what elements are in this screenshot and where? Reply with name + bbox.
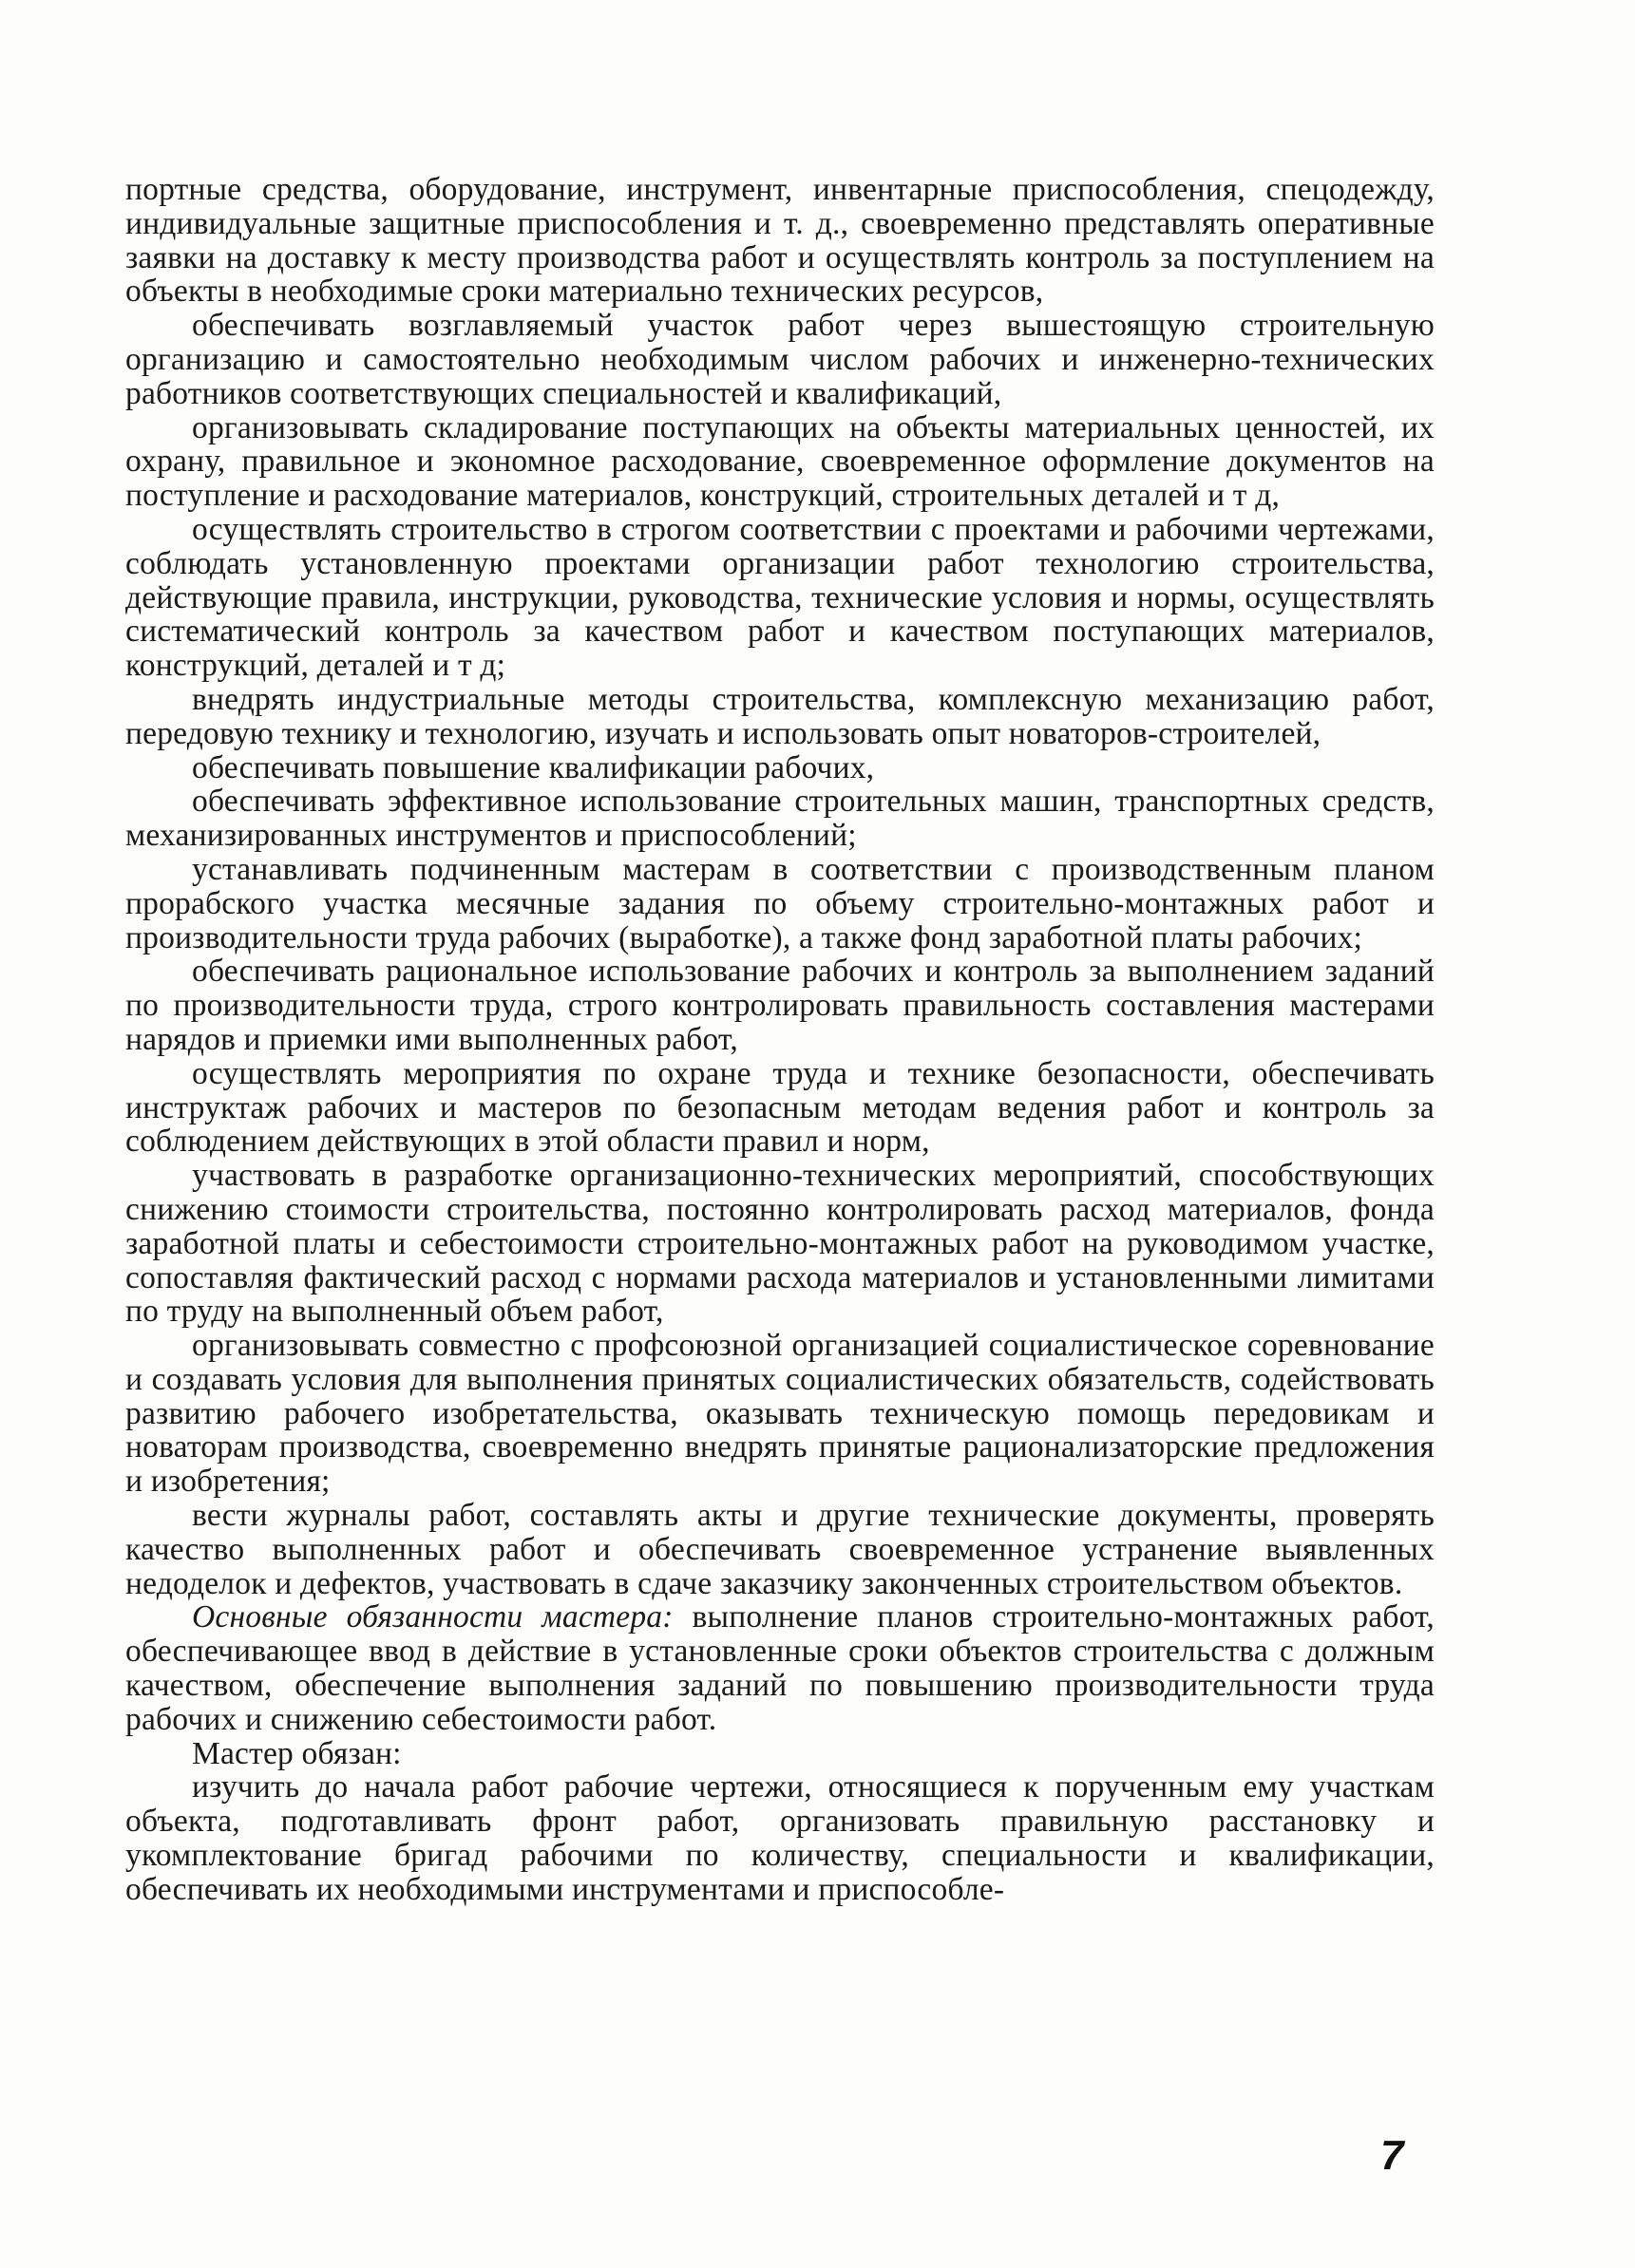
paragraph: внедрять индустриальные методы строительства, комплексную механизацию работ, передовую технику и технологию, изучать и использовать опыт новаторов-строителей, <box>125 681 1443 751</box>
master-duties-paragraph <box>125 1599 1443 1737</box>
master-duties-heading: Основные обязанности мастера: <box>192 1599 674 1635</box>
paragraph: организовывать совместно с профсоюзной организацией социалистическое соревнование и создавать условия для выполнения принятых социалистических обязательств, содействовать развитию рабочего изобретательства, оказывать техническую помощь передовикам и новаторам производства, своевременно внедрять принятые рационализаторские предложения и изобретения; <box>125 1328 1443 1500</box>
paragraph: устанавливать подчиненным мастерам в соответствии с производственным планом прорабского участка месячные задания по объему строительно-монтажных работ и производительности труда рабочих (выработке), а также фонд заработной платы рабочих; <box>125 851 1443 955</box>
paragraph: обеспечивать эффективное использование строительных машин, транспортных средств, механизированных инструментов и приспособлений; <box>125 784 1443 854</box>
paragraph: изучить до начала работ рабочие чертежи, относящиеся к порученным ему участкам объекта, подготавливать фронт работ, организовать правильную расстановку и укомплектование бригад рабочими по количеству, специальности и квалификации, обеспечивать их необходимыми инструментами и приспособле- <box>125 1769 1443 1907</box>
paragraph: осуществлять строительство в строгом соответствии с проектами и рабочими чертежами, соблюдать установленную проектами организации работ технологию строительства, действующие правила, инструкции, руководства, технические условия и нормы, осуществлять систематический контроль за качеством работ и качеством поступающих материалов, конструкций, деталей и т д; <box>125 511 1443 684</box>
body-text <box>125 172 1443 1907</box>
paragraph: организовывать складирование поступающих на объекты материальных ценностей, их охрану, правильное и экономное расходование, своевременное оформление документов на поступление и расходование материалов, конструкций, строительных деталей и т д, <box>125 409 1443 514</box>
paragraph: обеспечивать рациональное использование рабочих и контроль за выполнением заданий по производительности труда, строго контролировать правильность составления мастерами нарядов и приемки ими выполненных работ, <box>125 954 1443 1057</box>
paragraph: обеспечивать возглавляемый участок работ через вышестоящую строительную организацию и самостоятельно необходимым числом рабочих и инженерно-технических работников соответствующих специальностей и квалификаций, <box>125 308 1443 411</box>
paragraph: портные средства, оборудование, инструмент, инвентарные приспособления, спецодежду, индивидуальные защитные приспособления и т. д., своевременно представлять оперативные заявки на доставку к месту производства работ и осуществлять контроль за поступлением на объекты в необходимые сроки материально технических ресурсов, <box>125 172 1443 310</box>
master-duties-text: выполнение планов строительно-монтажных работ, обеспечивающее ввод в действие в установленные сроки объектов строительства с должным качеством, обеспечение выполнения заданий по повышению производительности труда рабочих и снижению себестоимости работ. <box>125 1599 1443 1737</box>
paragraph: обеспечивать повышение квалификации рабочих, <box>192 749 875 785</box>
paragraph: участвовать в разработке организационно-технических мероприятий, способствующих снижению стоимости строительства, постоянно контролировать расход материалов, фонда заработной платы и себестоимости строительно-монтажных работ на руководимом участке, сопоставляя фактический расход с нормами расхода материалов и установленными лимитами по труду на выполненный объем работ, <box>125 1158 1443 1330</box>
page-number: 7 <box>1380 2132 1404 2179</box>
paragraph: вести журналы работ, составлять акты и другие технические документы, проверять качество выполненных работ и обеспечивать своевременное устранение выявленных недоделок и дефектов, участвовать в сдаче заказчику законченных строительством объектов. <box>125 1498 1443 1601</box>
paragraph: осуществлять мероприятия по охране труда и технике безопасности, обеспечивать инструктаж рабочих и мастеров по безопасным методам ведения работ и контроль за соблюдением действующих в этой области правил и норм, <box>125 1055 1443 1160</box>
master-obliged-line: Мастер обязан: <box>192 1735 402 1771</box>
